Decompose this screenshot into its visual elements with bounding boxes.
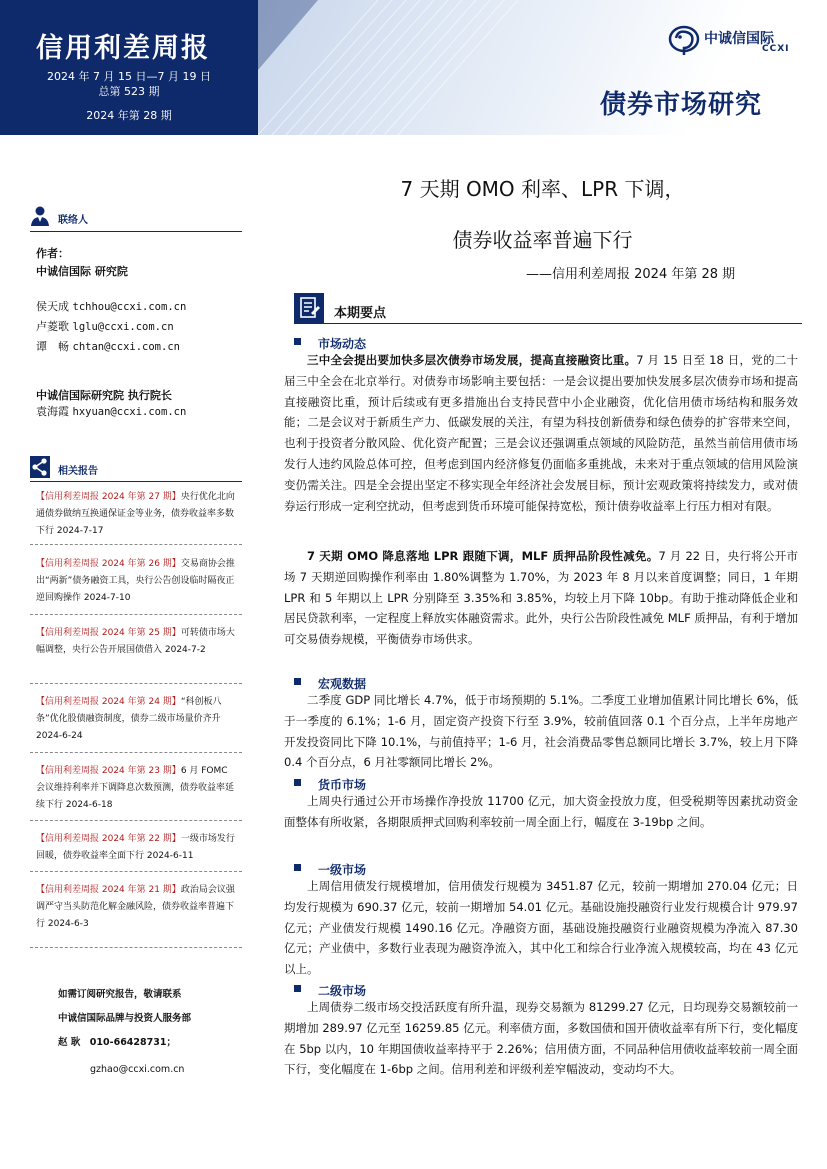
related-report-item[interactable] bbox=[36, 763, 236, 814]
subscribe-email[interactable]: gzhao@ccxi.com.cn bbox=[90, 1064, 185, 1075]
document-icon bbox=[294, 293, 324, 323]
related-report-divider bbox=[30, 683, 242, 684]
total-issue: 总第 523 期 bbox=[98, 85, 160, 98]
primary-market-paragraph: 上周信用债发行规模增加，信用债发行规模为 3451.87 亿元，较前一期增加 270.04 亿元；日均发行规模为 690.37 亿元，较前一期增加 54.01 亿元。基础设施投融资行业发行规模合计 979.97 亿元；产业债发行规模 1490.16 亿元。净融资方面，基础设施投融资行业融资规模为净流入 87.30 亿元；产业债中，多数行业表现为融资净流入，其中化工和综合行业净流入规模较高，均在 43 亿元以上。 bbox=[284, 879, 798, 977]
author-name: 谭 畅 bbox=[36, 340, 69, 353]
logo-en-text: CCXI bbox=[762, 44, 790, 54]
report-header bbox=[0, 0, 827, 135]
section-label: 一级市场 bbox=[318, 863, 367, 877]
contact-divider bbox=[30, 231, 242, 232]
main-subtitle: ——信用利差周报 2024 年第 28 期 bbox=[526, 267, 736, 282]
related-report-divider bbox=[30, 544, 242, 545]
related-report-item[interactable] bbox=[36, 489, 236, 540]
related-report-item[interactable] bbox=[36, 625, 236, 659]
ccxi-logo bbox=[666, 24, 796, 58]
author-row bbox=[36, 338, 180, 354]
related-heading-label: 相关报告 bbox=[58, 466, 98, 477]
institute-name: 中诚信国际 研究院 bbox=[36, 265, 128, 278]
related-report-text: 央行优化北向通债券做纳互换通保证金等业务，债券收益率多数下行 2024-7-17 bbox=[36, 492, 235, 536]
author-email[interactable]: tchhou@ccxi.com.cn bbox=[72, 301, 187, 313]
square-bullet-icon bbox=[294, 338, 301, 345]
related-divider bbox=[30, 481, 242, 482]
brand-title: 信用利差周报 bbox=[36, 33, 210, 64]
related-report-text: 政治局会议强调严守当头防范化解金融风险，债券收益率普遍下行 2024-6-3 bbox=[36, 885, 235, 929]
related-report-text: 一级市场发行回暖，债券收益率全面下行 2024-6-11 bbox=[36, 834, 235, 861]
related-report-tag: 【信用利差周报 2024 年第 27 期】 bbox=[36, 492, 181, 502]
macro-paragraph: 二季度 GDP 同比增长 4.7%，低于市场预期的 5.1%。二季度工业增加值累计同比增长 6%，低于一季度的 6.1%；1-6 月，固定资产投资下行至 3.9%，较前值回落 0.1 个百分点，上半年房地产开发投资同比下降 10.1%，与前值持平；1-6 月，社会消费品零售总额同比增长 3.7%，较上月下降 0.4 个百分点，6 月社零额同比增长 2%。 bbox=[284, 693, 798, 770]
related-report-tag: 【信用利差周报 2024 年第 25 期】 bbox=[36, 628, 181, 638]
paragraph-body: 7 月 22 日，央行将公开市场 7 天期逆回购操作利率由 1.80%调整为 1.70%，为 2023 年 8 月以来首度调整；同日，1 年期 LPR 和 5 年期以上 LPR 分别降至 3.35%和 3.85%，均较上月下降 10bp。有助于推动降低企业和居民贷款利率，一定程度上释放实体融资需求。此外，央行公告阶段性减免 MLF 质押品，有利于增加可交易债券规模，平衡债券市场供求。 bbox=[284, 549, 798, 647]
key-points-divider bbox=[294, 323, 802, 324]
related-report-tag: 【信用利差周报 2024 年第 22 期】 bbox=[36, 834, 181, 844]
author-name: 卢菱歌 bbox=[36, 320, 69, 333]
author-label: 作者： bbox=[36, 247, 69, 260]
related-report-tag: 【信用利差周报 2024 年第 26 期】 bbox=[36, 559, 181, 569]
related-report-item[interactable] bbox=[36, 556, 236, 607]
related-report-text: “科创板八条”优化股债融资制度，债券二级市场量价齐升 2024-6-24 bbox=[36, 697, 222, 741]
square-bullet-icon bbox=[294, 985, 301, 992]
secondary-market-paragraph: 上周债券二级市场交投活跃度有所升温，现券交易额为 81299.27 亿元，日均现券交易额较前一期增加 289.97 亿元至 16259.85 亿元。利率债方面，多数国债和国开债收益率有所下行，变化幅度在 5bp 以内，10 年期国债收益率持平于 2.26%；信用债方面，不同品种信用债收益率较前一周全面下行，变化幅度在 1-6bp 之间。信用利差和评级利差窄幅波动，变动均不大。 bbox=[284, 1000, 798, 1077]
director-name: 袁海霞 bbox=[36, 405, 69, 418]
date-range: 2024 年 7 月 15 日—7 月 19 日 bbox=[47, 70, 211, 83]
sidebar bbox=[0, 135, 258, 1169]
main-title-line1: 7 天期 OMO 利率、LPR 下调， bbox=[400, 177, 685, 201]
paragraph-lead: 三中全会提出要加快多层次债券市场发展，提高直接融资比重。 bbox=[307, 353, 637, 367]
header-decoration bbox=[258, 0, 588, 135]
author-row bbox=[36, 298, 186, 314]
author-row bbox=[36, 318, 174, 334]
subscribe-line: 如需订阅研究报告，敬请联系 bbox=[58, 989, 182, 1000]
logo-cn-text: 中诚信国际 bbox=[704, 31, 774, 47]
main-title-line2: 债券收益率普遍下行 bbox=[452, 228, 633, 252]
elephant-logo-icon bbox=[666, 24, 702, 58]
square-bullet-icon bbox=[294, 678, 301, 685]
paragraph-body: 7 月 15 日至 18 日，党的二十届三中全会在北京举行。对债券市场影响主要包括：一是会议提出要加快发展多层次债券市场和提高直接融资比重，预计后续或有更多措施出台支持民营中小企业融资，优化信用债市场结构和服务效能；二是会议对于新质生产力、低碳发展的关注，有望为科技创新债券和绿色债券的扩容带来空间，也利于投资者分散风险、优化资产配置；三是会议还强调重点领域的风险防范，虽然当前信用债市场发行人违约风险总体可控，但考虑到国内经济修复仍面临多重挑战，未来对于重点领域的信用风险演变仍需关注。四是全会提出坚定不移实现全年经济社会发展目标，预计宏观政策将持续发力，或对债券运行形成一定利空扰动，但考虑到货币环境可能保持宽松，预计债券收益率上行压力相对有限。 bbox=[284, 353, 798, 513]
related-report-item[interactable] bbox=[36, 882, 236, 933]
year-issue: 2024 年第 28 期 bbox=[86, 109, 172, 122]
related-heading bbox=[30, 456, 242, 478]
related-report-divider bbox=[30, 614, 242, 615]
related-report-divider bbox=[30, 820, 242, 821]
related-report-item[interactable] bbox=[36, 831, 236, 865]
director-row bbox=[36, 403, 186, 419]
related-report-tag: 【信用利差周报 2024 年第 21 期】 bbox=[36, 885, 181, 895]
paragraph-lead: 7 天期 OMO 降息落地 LPR 跟随下调，MLF 质押品阶段性减免。 bbox=[307, 549, 659, 563]
section-title: 债券市场研究 bbox=[600, 90, 763, 120]
related-report-tag: 【信用利差周报 2024 年第 24 期】 bbox=[36, 697, 181, 707]
related-report-text: 可转债市场大幅调整，央行公告开展国债借入 2024-7-2 bbox=[36, 628, 235, 655]
author-email[interactable]: lglu@ccxi.com.cn bbox=[72, 321, 174, 333]
section-label: 市场动态 bbox=[318, 337, 367, 351]
related-report-divider bbox=[30, 947, 242, 948]
contact-heading bbox=[30, 205, 242, 227]
key-points-badge bbox=[294, 293, 324, 323]
related-report-tag: 【信用利差周报 2024 年第 23 期】 bbox=[36, 766, 181, 776]
contact-heading-label: 联络人 bbox=[58, 215, 88, 226]
subscribe-phone: 赵 耿 010-66428731； bbox=[58, 1037, 176, 1048]
related-report-text: 交易商协会推出“两新”债务融资工具，央行公告创设临时隔夜正逆回购操作 2024-7-10 bbox=[36, 559, 235, 603]
related-report-text: 6 月 FOMC 会议维持利率并下调降息次数预测，债券收益率延续下行 2024-6-18 bbox=[36, 766, 235, 810]
author-email[interactable]: chtan@ccxi.com.cn bbox=[72, 341, 180, 353]
author-name: 侯天成 bbox=[36, 300, 69, 313]
section-label: 二级市场 bbox=[318, 984, 367, 998]
square-bullet-icon bbox=[294, 779, 301, 786]
related-report-divider bbox=[30, 871, 242, 872]
director-title: 中诚信国际研究院 执行院长 bbox=[36, 389, 172, 402]
section-label: 宏观数据 bbox=[318, 677, 367, 691]
section-label: 货币市场 bbox=[318, 778, 367, 792]
director-email[interactable]: hxyuan@ccxi.com.cn bbox=[72, 406, 187, 418]
subscribe-dept: 中诚信国际品牌与投资人服务部 bbox=[58, 1013, 192, 1024]
share-icon bbox=[30, 456, 50, 478]
market-paragraph-2 bbox=[284, 546, 798, 650]
related-report-divider bbox=[30, 752, 242, 753]
related-report-item[interactable] bbox=[36, 694, 236, 745]
money-market-paragraph: 上周央行通过公开市场操作净投放 11700 亿元，加大资金投放力度，但受税期等因素扰动资金面整体有所收紧，各期限质押式回购利率较前一周全面上行，幅度在 3-19bp 之间。 bbox=[284, 794, 798, 829]
key-points-title: 本期要点 bbox=[334, 306, 387, 321]
market-paragraph-1 bbox=[284, 350, 798, 516]
square-bullet-icon bbox=[294, 864, 301, 871]
person-icon bbox=[30, 205, 50, 227]
